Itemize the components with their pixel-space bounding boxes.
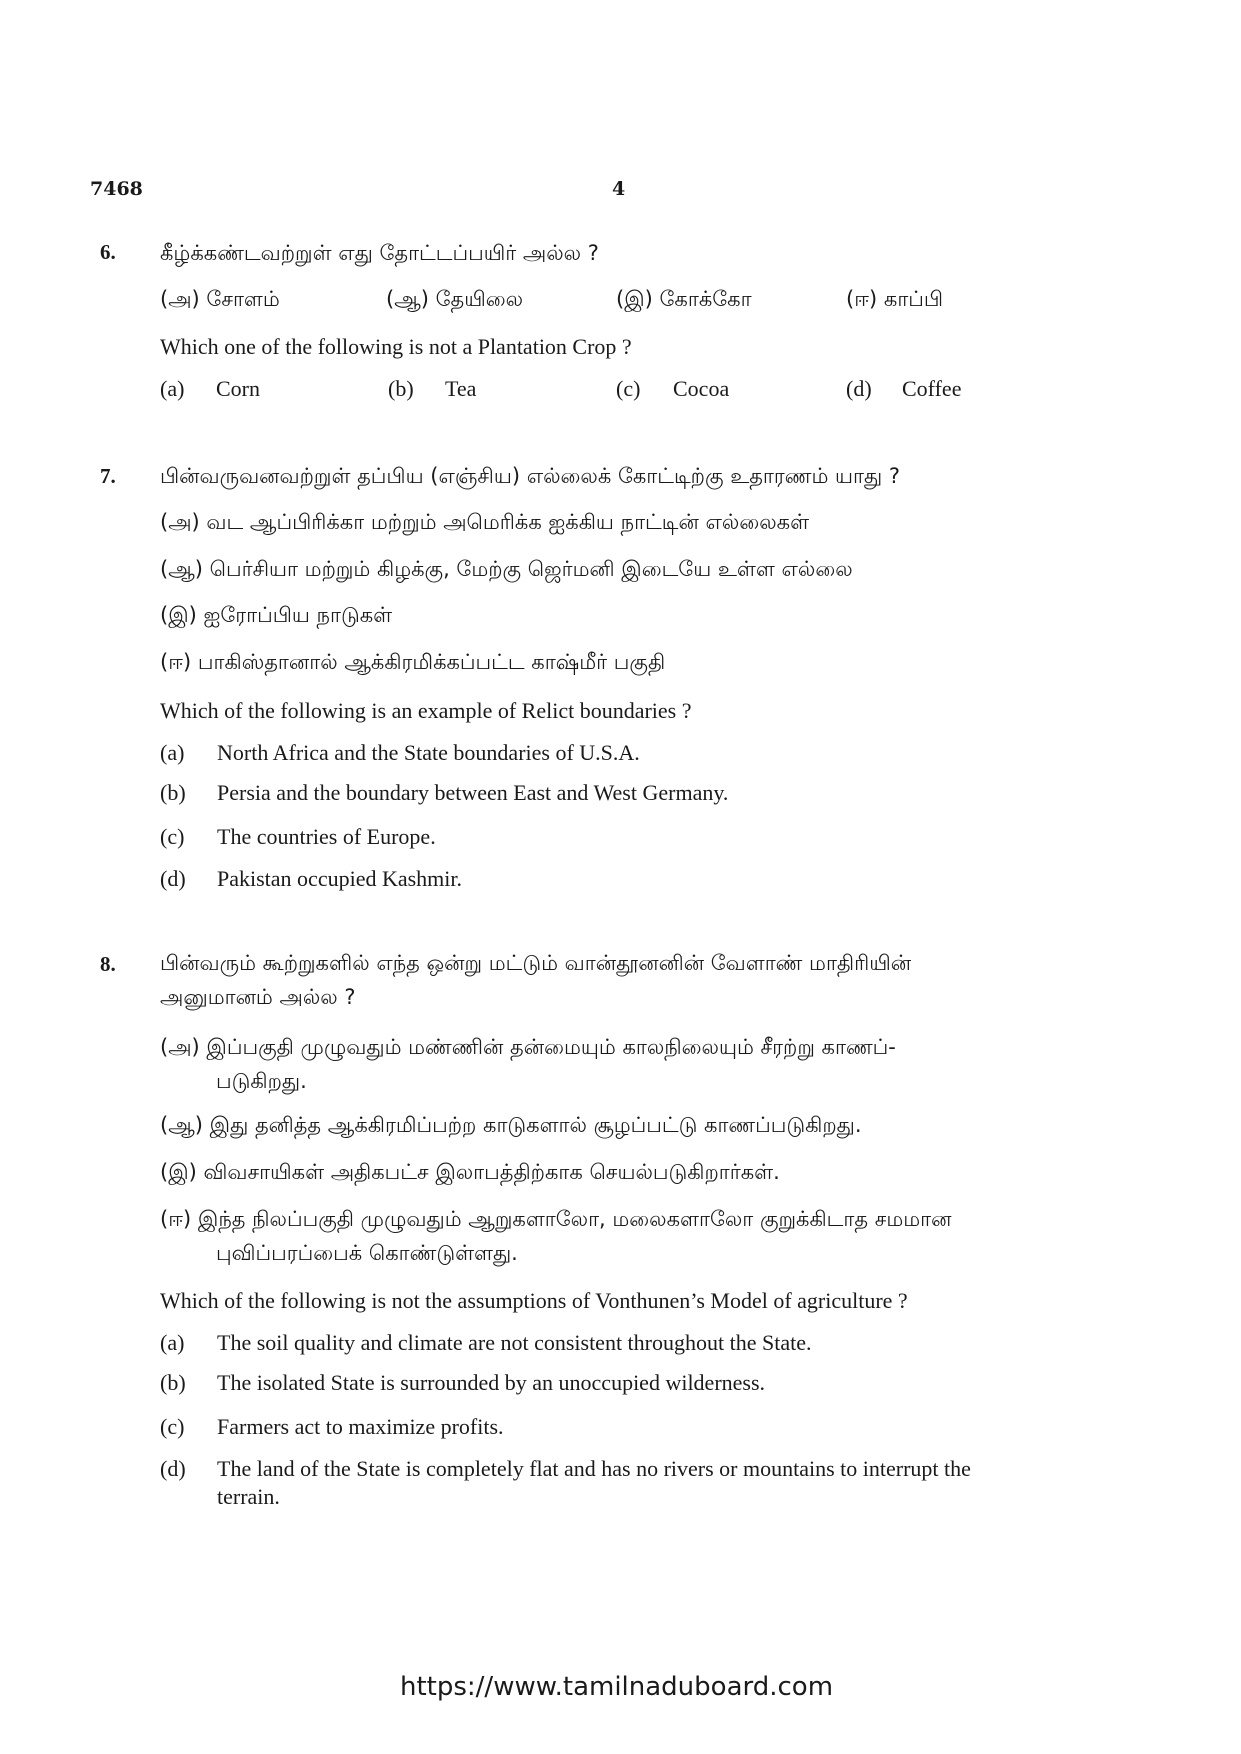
tamil-option-continuation: படுகிறது. — [216, 1069, 307, 1093]
option-marker: (c) — [616, 376, 641, 401]
page-number: 4 — [612, 178, 626, 200]
tamil-option: (ஈ) இந்த நிலப்பகுதி முழுவதும் ஆறுகளாலோ, மலைகளாலோ குறுக்கிடாத சமமான — [160, 1207, 952, 1231]
tamil-option: (ஈ) பாகிஸ்தானால் ஆக்கிரமிக்கப்பட்ட காஷ்மீர் பகுதி — [160, 650, 666, 674]
tamil-question-line: பின்வரும் கூற்றுகளில் எந்த ஒன்று மட்டும் வான்தூனனின் வேளாண் மாதிரியின் — [160, 951, 912, 975]
tamil-option: (இ) ஐரோப்பிய நாடுகள் — [160, 603, 393, 627]
tamil-option: (அ) சோளம் — [160, 287, 280, 311]
english-question: Which of the following is an example of Relict boundaries ? — [160, 698, 692, 723]
tamil-option: (அ) இப்பகுதி முழுவதும் மண்ணின் தன்மையும் காலநிலையும் சீரற்று காணப்- — [160, 1035, 896, 1059]
tamil-option: (ஈ) காப்பி — [846, 287, 944, 311]
tamil-option: (அ) வட ஆப்பிரிக்கா மற்றும் அமெரிக்க ஐக்கிய நாட்டின் எல்லைகள் — [160, 510, 810, 534]
option-text: Corn — [216, 376, 260, 401]
option-marker: (b) — [388, 376, 414, 401]
tamil-question-line: அனுமானம் அல்ல ? — [160, 985, 356, 1009]
english-question: Which one of the following is not a Plantation Crop ? — [160, 334, 632, 359]
tamil-option: (ஆ) இது தனித்த ஆக்கிரமிப்பற்ற காடுகளால் சூழப்பட்டு காணப்படுகிறது. — [160, 1113, 862, 1137]
option-marker: (a) — [160, 376, 185, 401]
paper-code: 7468 — [90, 178, 143, 200]
english-question: Which of the following is not the assumptions of Vonthunen’s Model of agriculture ? — [160, 1288, 908, 1313]
tamil-question: பின்வருவனவற்றுள் தப்பிய (எஞ்சிய) எல்லைக் கோட்டிற்கு உதாரணம் யாது ? — [160, 464, 901, 488]
footer-url[interactable]: https://www.tamilnaduboard.com — [400, 1672, 834, 1702]
english-option-continuation: terrain. — [217, 1484, 280, 1509]
question-number: 6. — [100, 240, 116, 264]
tamil-option: (இ) கோக்கோ — [616, 287, 752, 311]
question-number: 7. — [100, 464, 116, 488]
tamil-option-continuation: புவிப்பரப்பைக் கொண்டுள்ளது. — [216, 1241, 518, 1265]
question-number: 8. — [100, 952, 116, 976]
tamil-option: (இ) விவசாயிகள் அதிகபட்ச இலாபத்திற்காக செயல்படுகிறார்கள். — [160, 1160, 780, 1184]
option-text: Tea — [445, 376, 477, 401]
option-text: Coffee — [902, 376, 962, 401]
tamil-option: (ஆ) பெர்சியா மற்றும் கிழக்கு, மேற்கு ஜெர்மனி இடையே உள்ள எல்லை — [160, 557, 853, 581]
tamil-option: (ஆ) தேயிலை — [386, 287, 524, 311]
option-marker: (d) — [846, 376, 872, 401]
option-text: Cocoa — [673, 376, 730, 401]
tamil-question: கீழ்க்கண்டவற்றுள் எது தோட்டப்பயிர் அல்ல ? — [160, 241, 599, 265]
